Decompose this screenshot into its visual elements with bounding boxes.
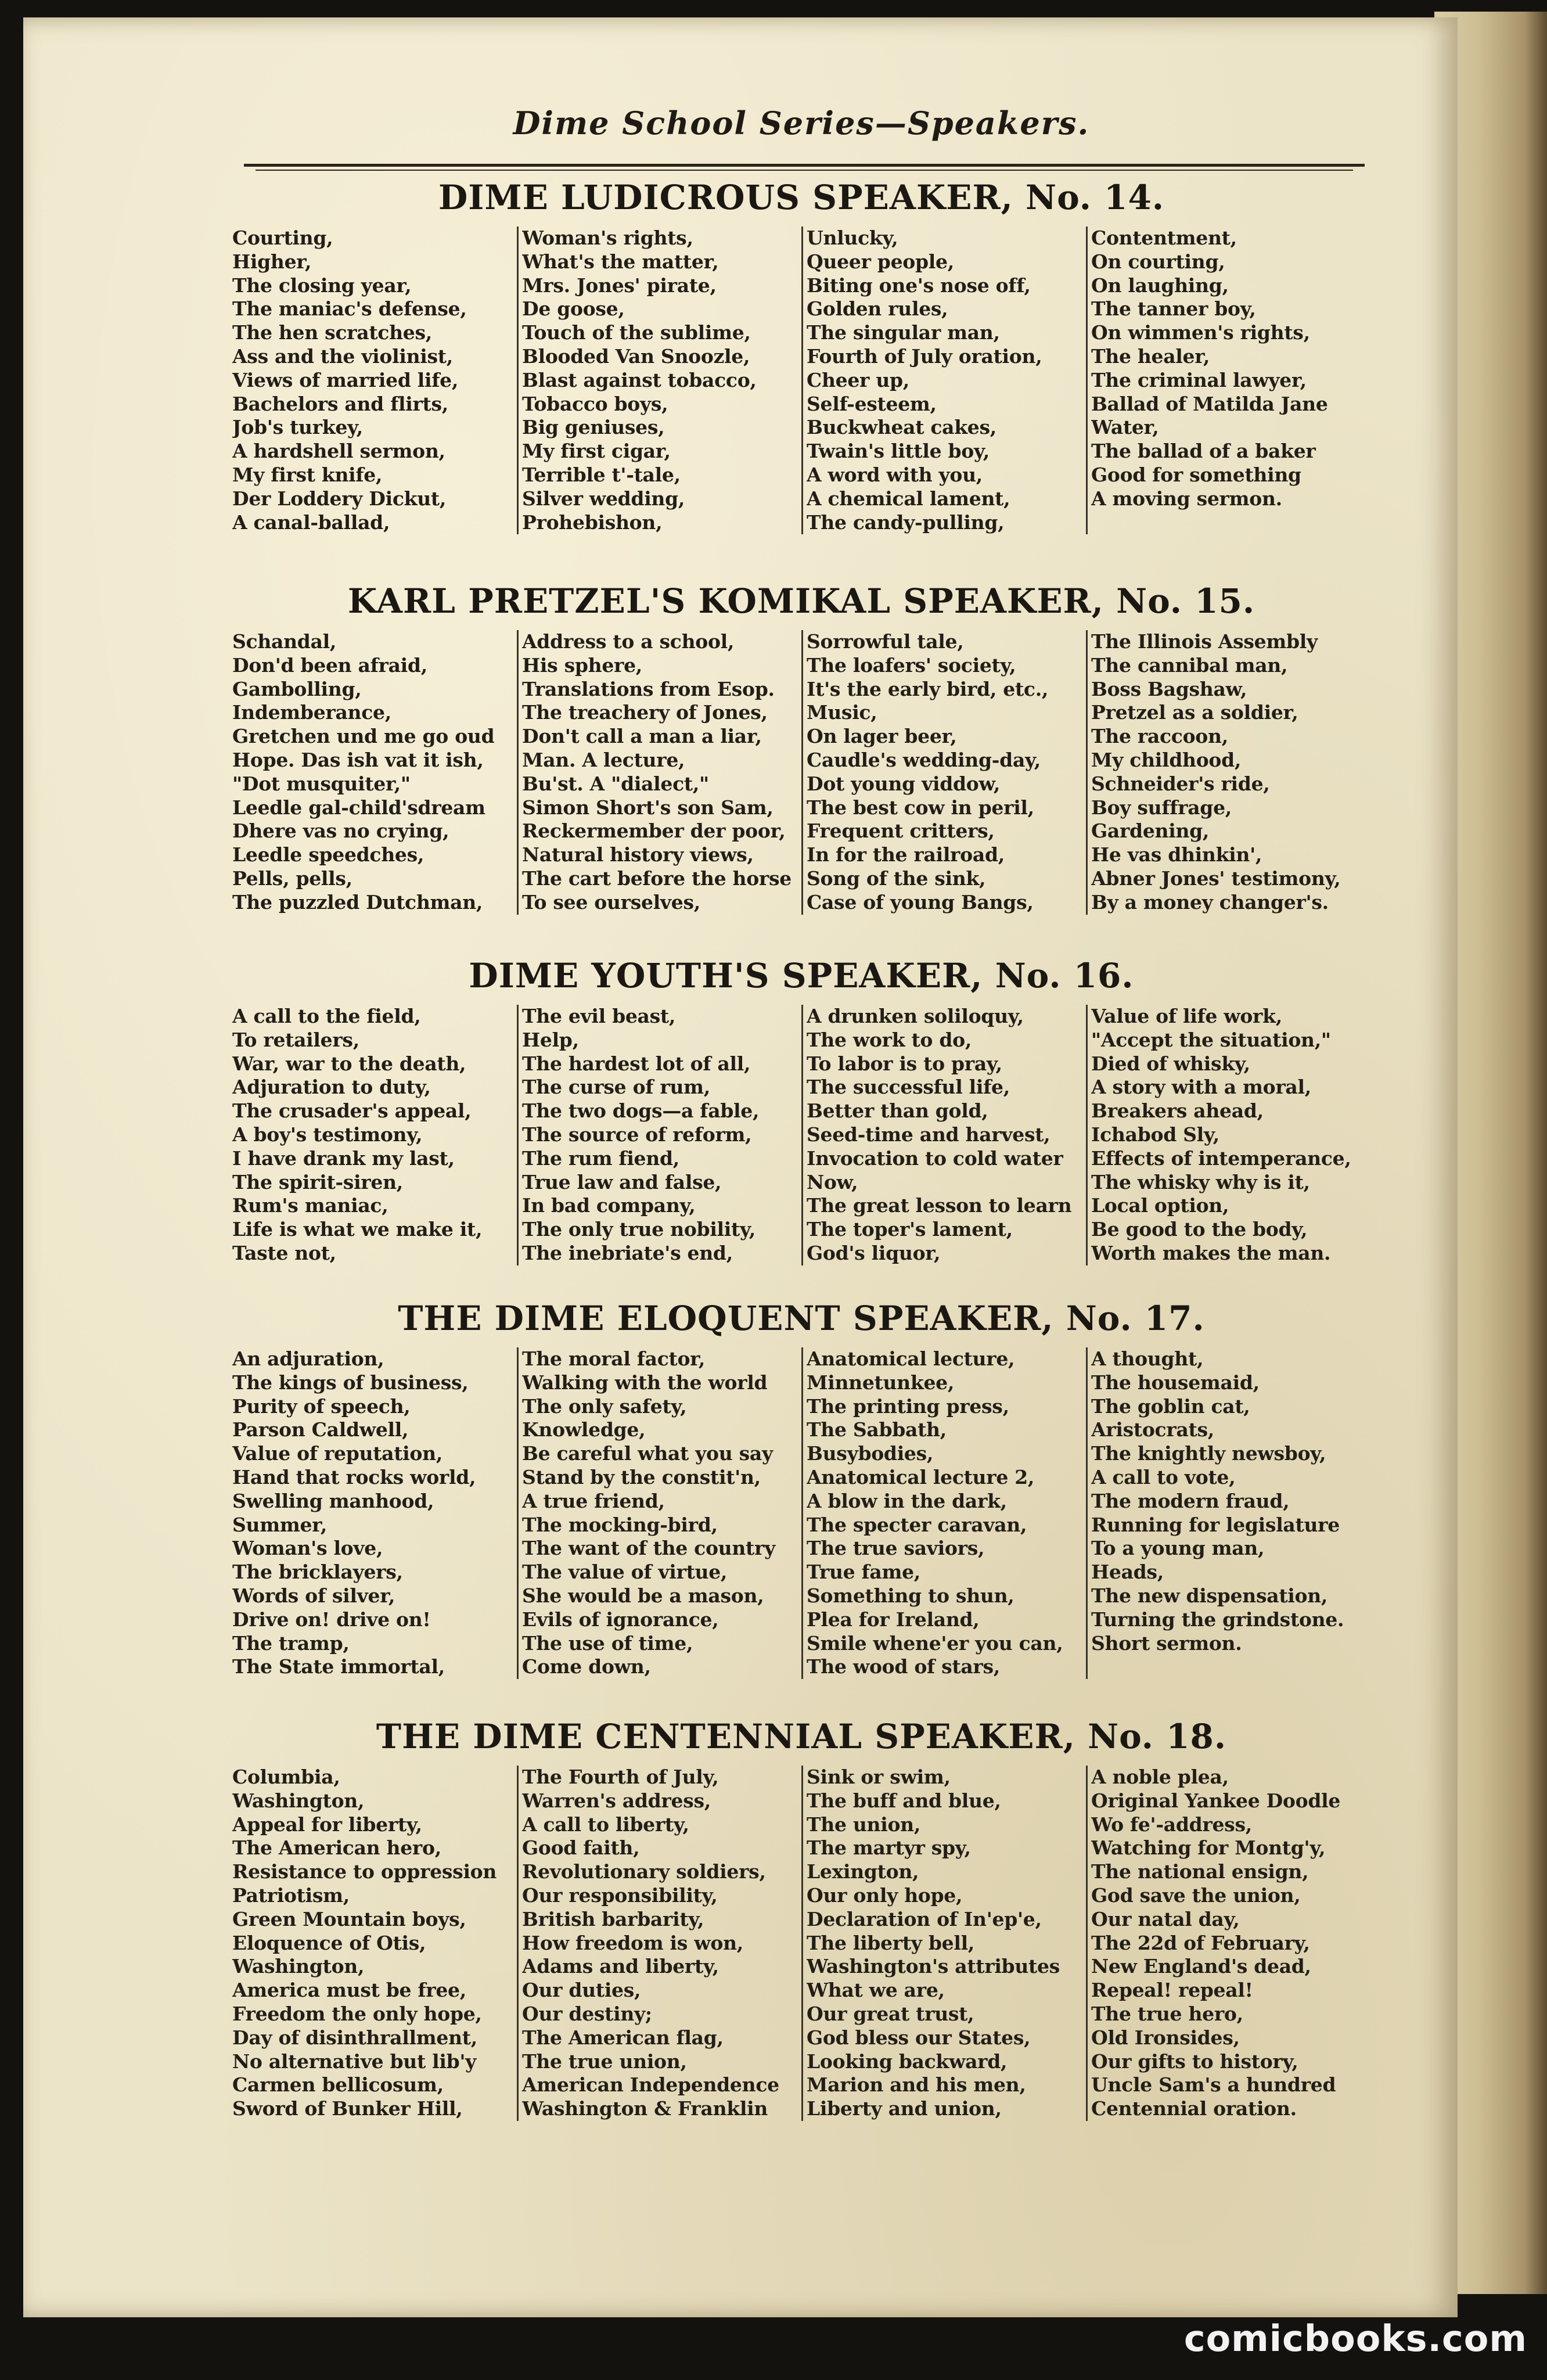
speech-title: The candy-pulling, [807,510,1005,534]
speech-title: Adams and liberty, [522,1955,719,1978]
speech-column [1086,630,1370,915]
speech-title: Natural history views, [522,843,754,867]
section-columns [232,1005,1370,1266]
speech-title: Local option, [1091,1194,1229,1217]
speech-title: The evil beast, [522,1005,676,1027]
speech-title: The cannibal man, [1091,653,1288,677]
speech-title: The printing press, [807,1394,1009,1418]
speech-title: The toper's lament, [807,1218,1013,1241]
speech-title: Washington's attributes [807,1955,1060,1978]
speech-title: Simon Short's son Sam, [522,796,774,819]
speech-title: Good faith, [522,1836,640,1860]
speech-title: Pells, pells, [232,867,352,890]
speech-title: The kings of business, [232,1371,469,1394]
speech-title: Walking with the world [522,1371,768,1394]
speech-title: The tanner boy, [1091,297,1256,321]
speech-title: Purity of speech, [232,1394,411,1418]
speech-title: The closing year, [232,274,412,297]
speech-title: The American hero, [232,1836,441,1860]
speech-column [517,1766,801,2121]
speech-title: The moral factor, [522,1347,706,1370]
speech-title: The true saviors, [807,1537,985,1560]
speech-title: The Sabbath, [807,1418,947,1441]
speech-title: Washington, [232,1955,365,1978]
section-speaker-15 [232,578,1370,915]
speech-title: She would be a mason, [522,1584,764,1607]
speech-title: Gretchen und me go oud [232,725,495,748]
speech-title: A canal-ballad, [232,510,390,534]
speech-title: On laughing, [1091,274,1229,297]
speech-title: On lager beer, [807,725,957,748]
speech-title: Watching for Montg'y, [1091,1836,1326,1860]
speech-title: Good for something [1091,463,1301,486]
speech-title: To retailers, [232,1028,359,1051]
speech-title: The wood of stars, [807,1655,1000,1678]
speech-title: Don'd been afraid, [232,653,427,677]
speech-title: Something to shun, [807,1584,1014,1607]
speech-title: The puzzled Dutchman, [232,890,483,914]
speech-column [801,1347,1086,1679]
speech-title: Heads, [1091,1561,1164,1584]
speech-title: The work to do, [807,1028,972,1051]
speech-title: Terrible t'-tale, [522,463,681,486]
speech-title: Ballad of Matilda Jane [1091,392,1328,415]
speech-title: Buckwheat cakes, [807,416,996,439]
speech-column [232,1766,517,2121]
speech-column [232,630,517,915]
speech-title: The specter caravan, [807,1513,1027,1536]
speech-title: The only safety, [522,1394,687,1418]
speech-title: Ichabod Sly, [1091,1123,1219,1146]
speech-title: Seed-time and harvest, [807,1123,1050,1146]
speech-column [232,1005,517,1266]
speech-title: Knowledge, [522,1418,646,1441]
speech-title: Our only hope, [807,1883,963,1907]
speech-title: Liberty and union, [807,2097,1002,2120]
speech-title: Blast against tobacco, [522,368,757,391]
speech-title: The true union, [522,2050,687,2073]
speech-title: God bless our States, [807,2026,1031,2049]
speech-title: The crusader's appeal, [232,1099,472,1123]
speech-title: Gambolling, [232,677,362,700]
speech-title: Our great trust, [807,2002,974,2025]
speech-title: It's the early bird, etc., [807,677,1049,700]
section-speaker-16 [232,952,1370,1266]
section-speaker-17 [232,1295,1370,1679]
speech-title: A thought, [1091,1347,1204,1370]
speech-title: Died of whisky, [1091,1052,1250,1075]
speech-title: The great lesson to learn [807,1194,1072,1217]
speech-title: The healer, [1091,344,1210,368]
section-speaker-14 [232,174,1370,534]
speech-title: The value of virtue, [522,1561,728,1584]
speech-title: My first knife, [232,463,383,486]
speech-title: Mrs. Jones' pirate, [522,274,717,297]
speech-title: Anatomical lecture 2, [807,1465,1035,1489]
speech-title: Taste not, [232,1241,336,1264]
speech-title: Dot young viddow, [807,772,1001,795]
speech-column [517,630,801,915]
speech-title: His sphere, [522,653,642,677]
speech-title: Revolutionary soldiers, [522,1860,766,1883]
section-speaker-18 [232,1713,1370,2121]
speech-title: Woman's rights, [522,227,693,249]
speech-title: Music, [807,701,877,724]
speech-title: Leedle speedches, [232,843,424,867]
speech-title: Evils of ignorance, [522,1608,719,1631]
speech-title: The mocking-bird, [522,1513,718,1536]
speech-title: Breakers ahead, [1091,1099,1264,1123]
speech-title: Contentment, [1091,227,1237,249]
speech-title: A hardshell sermon, [232,440,445,463]
speech-title: "Dot musquiter," [232,772,411,795]
speech-title: War, war to the death, [232,1052,466,1075]
speech-title: A noble plea, [1091,1766,1229,1788]
speech-title: Unlucky, [807,227,898,249]
speech-title: What we are, [807,1979,945,2002]
speech-title: The hardest lot of all, [522,1052,751,1075]
header-rule-thin [256,170,1353,171]
speech-column [1086,227,1370,534]
speech-title: Big geniuses, [522,416,665,439]
speech-title: The true hero, [1091,2002,1243,2025]
speech-title: British barbarity, [522,1907,704,1930]
speech-column [232,227,517,534]
speech-title: The maniac's defense, [232,297,467,321]
speech-title: The new dispensation, [1091,1584,1328,1607]
speech-title: Biting one's nose off, [807,274,1031,297]
speech-title: Caudle's wedding-day, [807,748,1041,771]
speech-title: I have drank my last, [232,1146,455,1170]
speech-title: Turning the grindstone. [1091,1608,1344,1631]
speech-title: Golden rules, [807,297,948,321]
speech-title: Touch of the sublime, [522,321,751,344]
series-header: Dime School Series—Speakers. [513,105,1090,142]
speech-title: Drive on! drive on! [232,1608,431,1631]
speech-title: Carmen bellicosum, [232,2073,444,2097]
speech-title: Job's turkey, [232,416,363,439]
speech-title: A moving sermon. [1091,487,1282,510]
speech-title: The only true nobility, [522,1218,755,1241]
speech-title: Blooded Van Snoozle, [522,344,750,368]
speech-title: The liberty bell, [807,1931,974,1954]
speech-title: Higher, [232,250,312,273]
speech-title: Effects of intemperance, [1091,1146,1351,1170]
speech-title: On courting, [1091,250,1225,273]
speech-title: Self-esteem, [807,392,937,415]
speech-title: Marion and his men, [807,2073,1026,2097]
speech-title: Adjuration to duty, [232,1076,431,1099]
speech-title: Lexington, [807,1860,919,1883]
speech-title: Case of young Bangs, [807,890,1034,914]
speech-title: The rum fiend, [522,1146,679,1170]
speech-title: Sorrowful tale, [807,630,964,653]
speech-title: True law and false, [522,1170,722,1193]
speech-title: Our gifts to history, [1091,2050,1298,2073]
speech-column [1086,1347,1370,1679]
speech-title: Rum's maniac, [232,1194,388,1217]
speech-title: America must be free, [232,1979,466,2002]
speech-title: A drunken soliloquy, [807,1005,1024,1027]
speech-title: Hope. Das ish vat it ish, [232,748,484,771]
speech-title: The goblin cat, [1091,1394,1250,1418]
speech-title: Abner Jones' testimony, [1091,867,1341,890]
speech-title: Our destiny; [522,2002,652,2025]
speech-title: Ass and the violinist, [232,344,453,368]
speech-title: Green Mountain boys, [232,1907,466,1930]
speech-title: My first cigar, [522,440,671,463]
speech-title: Frequent critters, [807,819,995,843]
speech-title: The housemaid, [1091,1371,1260,1394]
speech-title: Hand that rocks world, [232,1465,476,1489]
speech-title: Looking backward, [807,2050,1008,2073]
speech-title: How freedom is won, [522,1931,743,1954]
speech-title: The want of the country [522,1537,775,1560]
speech-title: Appeal for liberty, [232,1813,422,1836]
speech-title: True fame, [807,1561,920,1584]
speech-title: Minnetunkee, [807,1371,955,1394]
speech-title: "Accept the situation," [1091,1028,1331,1051]
speech-title: Patriotism, [232,1883,350,1907]
speech-title: Aristocrats, [1091,1418,1214,1441]
speech-title: Water, [1091,416,1159,439]
speech-title: Freedom the only hope, [232,2002,482,2025]
speech-title: A call to liberty, [522,1813,689,1836]
speech-title: Washington & Franklin [522,2097,768,2120]
speech-title: Prohebishon, [522,510,663,534]
speech-title: No alternative but lib'y [232,2050,477,2073]
speech-title: On wimmen's rights, [1091,321,1310,344]
speech-title: Leedle gal-child'sdream [232,796,485,819]
speech-title: The knightly newsboy, [1091,1442,1326,1465]
speech-title: Smile whene'er you can, [807,1631,1063,1655]
speech-title: Old Ironsides, [1091,2026,1240,2049]
speech-title: Gardening, [1091,819,1210,843]
speech-title: To labor is to pray, [807,1052,1002,1075]
speech-title: A boy's testimony, [232,1123,423,1146]
speech-title: In for the railroad, [807,843,1005,867]
speech-title: The inebriate's end, [522,1241,733,1264]
speech-title: Busybodies, [807,1442,934,1465]
speech-title: To a young man, [1091,1537,1265,1560]
speech-column [232,1347,517,1679]
speech-title: The criminal lawyer, [1091,368,1307,391]
speech-title: Reckermember der poor, [522,819,786,843]
speech-title: Anatomical lecture, [807,1347,1015,1370]
speech-title: De goose, [522,297,625,321]
speech-title: Address to a school, [522,630,735,653]
speech-title: The buff and blue, [807,1789,1001,1812]
speech-title: The curse of rum, [522,1076,710,1099]
speech-title: Stand by the constit'n, [522,1465,761,1489]
speech-column [801,227,1086,534]
speech-title: Views of married life, [232,368,459,391]
speech-title: The best cow in peril, [807,796,1034,819]
speech-title: The union, [807,1813,921,1836]
speech-title: Parson Caldwell, [232,1418,409,1441]
speech-title: Uncle Sam's a hundred [1091,2073,1336,2097]
speech-title: Pretzel as a soldier, [1091,701,1298,724]
speech-title: Centennial oration. [1091,2097,1297,2120]
speech-title: Man. A lecture, [522,748,685,771]
speech-title: A chemical lament, [807,487,1010,510]
speech-title: The martyr spy, [807,1836,971,1860]
speech-title: Wo fe'-address, [1091,1813,1252,1836]
speech-column [801,630,1086,915]
speech-title: Bachelors and flirts, [232,392,448,415]
speech-title: The tramp, [232,1631,350,1655]
speech-column [517,1347,801,1679]
speech-title: Tobacco boys, [522,392,668,415]
speech-title: A blow in the dark, [807,1489,1007,1512]
speech-column [801,1766,1086,2121]
section-columns [232,1347,1370,1679]
speech-title: Declaration of In'ep'e, [807,1907,1042,1930]
speech-title: Life is what we make it, [232,1218,483,1241]
speech-title: Now, [807,1170,858,1193]
speech-title: Der Loddery Dickut, [232,487,447,510]
speech-title: The source of reform, [522,1123,752,1146]
speech-title: American Independence [522,2073,779,2097]
speech-title: Warren's address, [522,1789,711,1812]
speech-title: In bad company, [522,1194,696,1217]
section-title: DIME YOUTH'S SPEAKER, No. 16. [469,956,1134,995]
speech-title: What's the matter, [522,250,719,273]
speech-title: Bu'st. A "dialect," [522,772,709,795]
speech-title: Swelling manhood, [232,1489,434,1512]
speech-title: Sink or swim, [807,1766,951,1788]
speech-title: He vas dhinkin', [1091,843,1262,867]
speech-title: Fourth of July oration, [807,344,1042,368]
speech-title: The singular man, [807,321,1000,344]
speech-title: Queer people, [807,250,954,273]
speech-title: Silver wedding, [522,487,685,510]
speech-title: The American flag, [522,2026,724,2049]
speech-title: Schneider's ride, [1091,772,1270,795]
speech-title: The Illinois Assembly [1091,630,1318,653]
speech-title: Woman's love, [232,1537,383,1560]
section-title: KARL PRETZEL'S KOMIKAL SPEAKER, No. 15. [347,581,1255,621]
section-title: THE DIME ELOQUENT SPEAKER, No. 17. [398,1299,1205,1338]
speech-title: Repeal! repeal! [1091,1979,1253,2002]
speech-title: Short sermon. [1091,1631,1242,1655]
speech-title: Schandal, [232,630,337,653]
speech-title: Be good to the body, [1091,1218,1308,1241]
speech-title: The spirit-siren, [232,1170,403,1193]
section-title: DIME LUDICROUS SPEAKER, No. 14. [438,178,1165,217]
section-columns [232,227,1370,534]
speech-title: The modern fraud, [1091,1489,1290,1512]
speech-title: Our duties, [522,1979,641,2002]
speech-title: Summer, [232,1513,328,1536]
speech-title: The treachery of Jones, [522,701,768,724]
speech-title: Value of reputation, [232,1442,443,1465]
speech-title: The national ensign, [1091,1860,1309,1883]
speech-title: Eloquence of Otis, [232,1931,426,1954]
speech-title: A call to the field, [232,1005,421,1027]
speech-title: Song of the sink, [807,867,986,890]
speech-title: Columbia, [232,1766,340,1788]
header-rule [244,164,1365,167]
speech-title: An adjuration, [232,1347,384,1370]
speech-title: The 22d of February, [1091,1931,1310,1954]
speech-title: Indemberance, [232,701,391,724]
speech-column [1086,1766,1370,2121]
speech-title: A true friend, [522,1489,665,1512]
speech-title: A word with you, [807,463,983,486]
speech-column [517,1005,801,1266]
speech-title: Help, [522,1028,579,1051]
speech-title: Words of silver, [232,1584,395,1607]
speech-title: The two dogs—a fable, [522,1099,760,1123]
speech-title: The raccoon, [1091,725,1228,748]
speech-title: The bricklayers, [232,1561,403,1584]
speech-title: To see ourselves, [522,890,700,914]
speech-title: Plea for Ireland, [807,1608,980,1631]
speech-title: The Fourth of July, [522,1766,719,1788]
speech-title: My childhood, [1091,748,1242,771]
speech-title: Running for legislature [1091,1513,1340,1536]
speech-title: Sword of Bunker Hill, [232,2097,463,2120]
speech-title: By a money changer's. [1091,890,1329,914]
speech-title: Our responsibility, [522,1883,718,1907]
speech-title: A call to vote, [1091,1465,1236,1489]
speech-title: Resistance to oppression [232,1860,497,1883]
speech-title: God's liquor, [807,1241,941,1264]
speech-title: Courting, [232,227,333,249]
speech-title: The hen scratches, [232,321,432,344]
speech-title: The successful life, [807,1076,1010,1099]
speech-title: The ballad of a baker [1091,440,1316,463]
speech-title: Value of life work, [1091,1005,1282,1027]
speech-title: Don't call a man a liar, [522,725,762,748]
speech-title: Twain's little boy, [807,440,990,463]
speech-title: A story with a moral, [1091,1076,1311,1099]
speech-title: Cheer up, [807,368,909,391]
speech-title: Worth makes the man. [1091,1241,1331,1264]
speech-title: God save the union, [1091,1883,1301,1907]
speech-title: Day of disinthrallment, [232,2026,477,2049]
speech-title: Original Yankee Doodle [1091,1789,1341,1812]
speech-title: Dhere vas no crying, [232,819,449,843]
site-watermark: comicbooks.com [1183,2317,1527,2360]
speech-title: Boss Bagshaw, [1091,677,1247,700]
speech-title: The whisky why is it, [1091,1170,1310,1193]
speech-column [517,227,801,534]
speech-title: Boy suffrage, [1091,796,1232,819]
speech-title: The State immortal, [232,1655,445,1678]
speech-title: Come down, [522,1655,651,1678]
speech-title: The cart before the horse [522,867,792,890]
speech-title: The loafers' society, [807,653,1016,677]
section-title: THE DIME CENTENNIAL SPEAKER, No. 18. [376,1717,1227,1756]
section-columns [232,1766,1370,2121]
speech-title: Invocation to cold water [807,1146,1063,1170]
speech-title: Be careful what you say [522,1442,773,1465]
speech-title: Our natal day, [1091,1907,1240,1930]
speech-title: Translations from Esop. [522,677,775,700]
speech-title: Better than gold, [807,1099,988,1123]
speech-column [1086,1005,1370,1266]
speech-column [801,1005,1086,1266]
speech-title: The use of time, [522,1631,693,1655]
section-columns [232,630,1370,915]
speech-title: New England's dead, [1091,1955,1311,1978]
speech-title: Washington, [232,1789,365,1812]
